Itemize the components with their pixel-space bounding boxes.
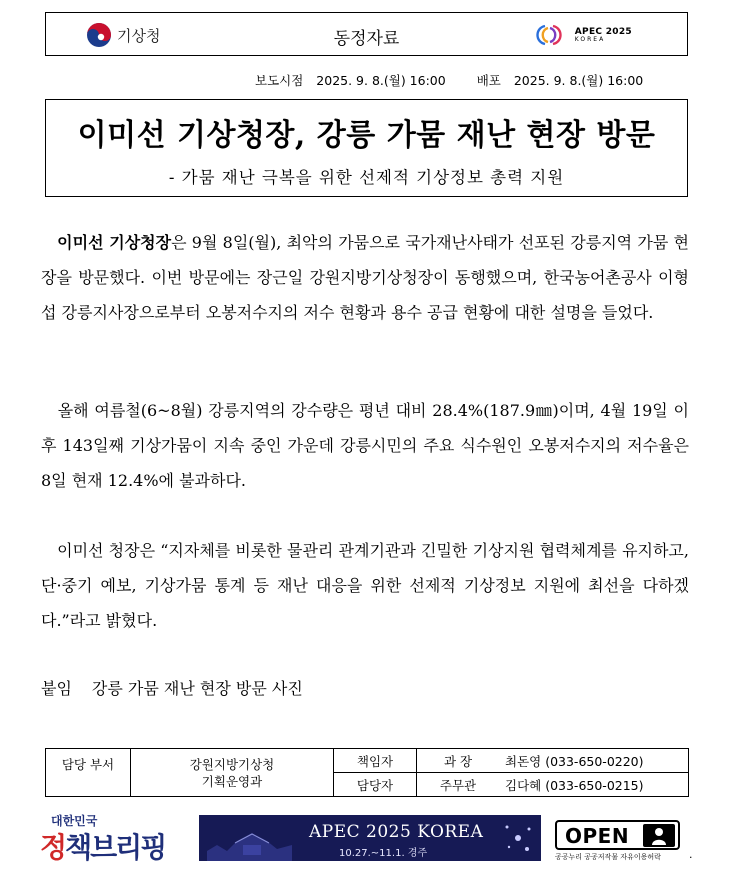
embargo-value: 2025. 9. 8.(월) 16:00: [316, 73, 446, 88]
distribution-value: 2025. 9. 8.(월) 16:00: [513, 73, 644, 88]
paragraph-1: [41, 225, 689, 330]
attribution-person-icon: [643, 824, 675, 847]
open-subtext: 공공누리 공공저작물 자유이용허락: [555, 853, 661, 861]
apec-logo-main: APEC 2025: [574, 26, 632, 37]
dept-line-2: 기획운영과: [201, 773, 263, 789]
attachment-text: 강릉 가뭄 재난 현장 방문 사진: [91, 679, 303, 698]
contact-position: 과 장: [417, 749, 500, 773]
paragraph-2-text: 올해 여름철(6~8월) 강릉지역의 강수량은 평년 대비 28.4%(187.9㎜)이며, 4월 19일 이후 143일째 기상가뭄이 지속 중인 가운데 강릉시민의 주요 식수원인 오봉저수지의 저수율은 8일 현재 12.4%에 불과하다.: [41, 401, 689, 490]
contact-position: 주무관: [417, 773, 500, 797]
header-box: [45, 12, 688, 56]
apec-banner[interactable]: [199, 815, 541, 861]
banner-dates: 10.27.~11.1. 경주: [339, 848, 428, 859]
paragraph-2: [41, 393, 689, 498]
attachment-label: 붙임: [41, 679, 72, 698]
paragraph-1-lead: 이미선 기상청장: [57, 233, 172, 252]
policy-briefing-small: 대한민국: [51, 814, 98, 828]
release-times: [255, 71, 652, 89]
dept-name: [131, 749, 334, 797]
embargo-label: 보도시점: [255, 73, 304, 88]
policy-briefing-logo[interactable]: [40, 812, 175, 864]
banner-title: APEC 2025 KOREA: [309, 822, 484, 842]
sub-title: - 가뭄 재난 극복을 위한 선제적 기상정보 총력 지원: [168, 168, 565, 187]
contact-role: 책임자: [334, 749, 417, 773]
contact-table: [45, 748, 689, 797]
apec-logo: [531, 22, 632, 48]
policy-briefing-title-blue: 책브리핑: [65, 831, 166, 864]
contact-role: 담당자: [334, 773, 417, 797]
apec-emblem-icon: [531, 22, 571, 48]
title-box: [45, 99, 688, 197]
traditional-building-icon: [207, 827, 292, 861]
policy-briefing-title: [40, 826, 165, 866]
agency-name: 기상청: [117, 26, 161, 45]
dept-label: 담당 부서: [46, 749, 131, 797]
paragraph-3: [41, 533, 689, 638]
apec-logo-sub: KOREA: [574, 35, 606, 43]
document-type: 동정자료: [333, 29, 400, 49]
distribution-label: 배포: [476, 73, 501, 88]
kogl-open-badge: [555, 820, 681, 864]
main-title: 이미선 기상청장, 강릉 가뭄 재난 현장 방문: [77, 118, 656, 153]
paragraph-3-text: 이미선 청장은 “지자체를 비롯한 물관리 관계기관과 긴밀한 기상지원 협력체계를 유지하고, 단·중기 예보, 기상가뭄 통계 등 재난 대응을 위한 선제적 기상정보 지원에 최선을 다하겠다.”라고 밝혔다.: [41, 541, 689, 630]
trailing-dot: .: [689, 848, 693, 861]
policy-briefing-title-red: 정: [40, 831, 66, 864]
open-label: OPEN: [565, 824, 630, 848]
contact-row: [46, 749, 689, 773]
open-box: [555, 820, 680, 850]
contact-person: 김다혜 (033-650-0215): [499, 773, 689, 797]
dept-line-1: 강원지방기상청: [189, 756, 275, 772]
sparkle-icon: [499, 819, 537, 857]
attachment-line: [41, 671, 303, 706]
contact-person: 최돈영 (033-650-0220): [499, 749, 689, 773]
paragraph-1-text: 은 9월 8일(월), 최악의 가뭄으로 국가재난사태가 선포된 강릉지역 가뭄 현장을 방문했다. 이번 방문에는 장근일 강원지방기상청장이 동행했으며, 한국농어촌공사 이형섭 강릉지사장으로부터 오봉저수지의 저수 현황과 용수 공급 현황에 대한 설명을 들었다.: [41, 233, 689, 322]
